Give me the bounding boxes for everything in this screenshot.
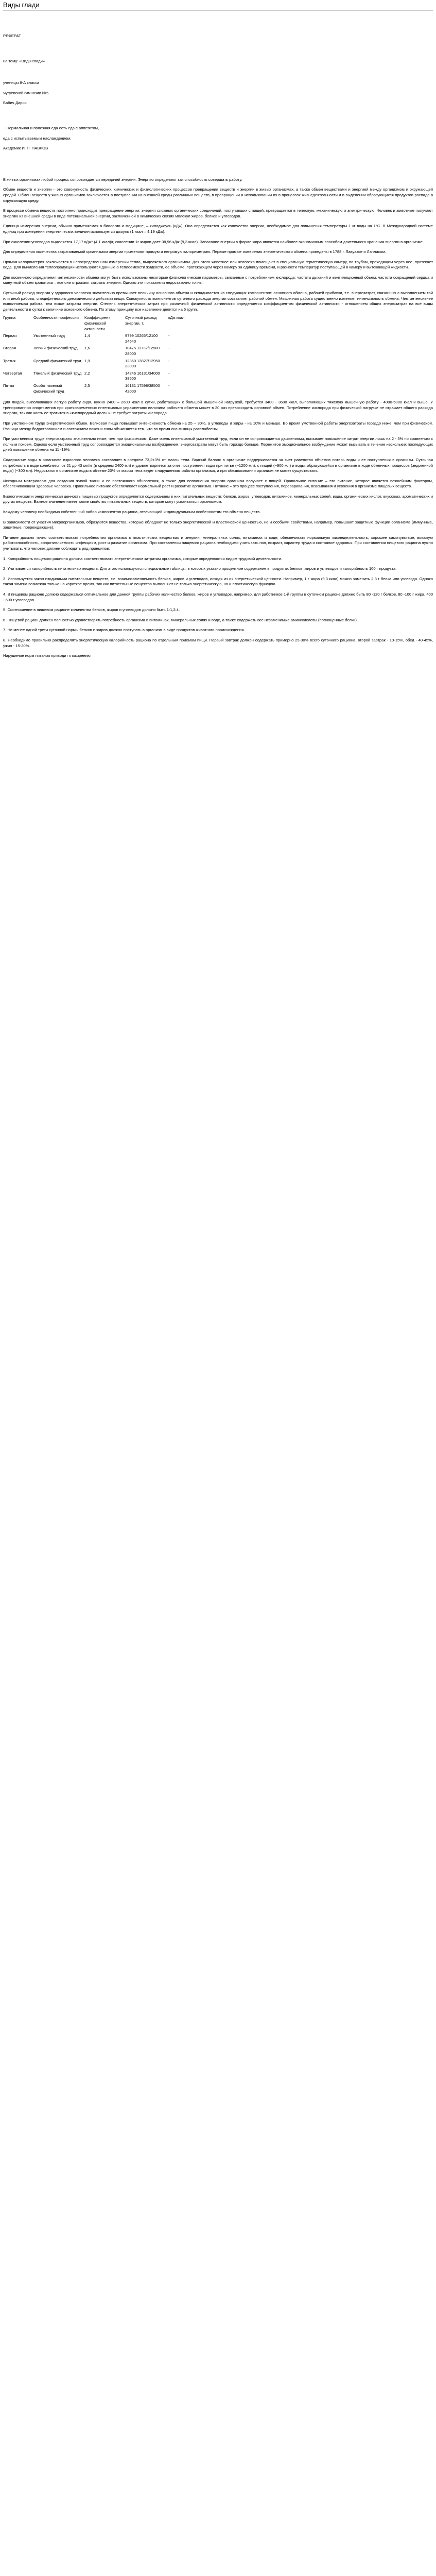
- table-row: [3, 383, 196, 396]
- table-cell: 1,4: [84, 333, 90, 338]
- body-text-a: [3, 177, 433, 313]
- table-cell: 2,2: [84, 370, 90, 376]
- paragraph: Для косвенного определения интенсивности обмена могут быть использованы некоторые физиологические параметры, связанные с потреблением кислорода: частота дыханий и вентиляционный объем, частота сокращений сердца и минутный объем кровотока – все они отражают затраты энергии. Однако эти показатели недостаточно точны.: [3, 275, 433, 285]
- author-block: [3, 80, 433, 106]
- list-item: 4. В пищевом рационе должно содержаться оптимальное для данной группы рабочих количество белков, жиров и углеводов, например, для работников 1-й группы в суточном рационе должно быть 80 -120 г белков, 80 -100 г жира, 400 - 600 г углеводов.: [3, 592, 433, 602]
- table-cell: 9799 10265/12100 24540: [125, 333, 158, 344]
- table-cell: Особо тяжелый физический труд: [33, 383, 64, 394]
- table-row: [3, 333, 196, 346]
- table-cell: Вторая: [3, 346, 16, 351]
- list-item: 6. Пищевой рацион должен полностью удовлетворять потребность организма в витаминах, минеральных солях и воде, а также содержать все незаменимые аминокислоты (полноценные белки).: [3, 617, 358, 622]
- table-header-cell: Суточный расход энергии, т.: [125, 315, 157, 326]
- table-row: [3, 346, 196, 358]
- table-header-cell: Особенности профессии: [33, 315, 79, 320]
- list-item: 5. Соотношение в пищевом рационе количества белков, жиров и углеводов должно быть 1:1,2:4.: [3, 607, 180, 613]
- paragraph: Обмен веществ и энергии – это совокупность физических, химических и физиологических процессов превращения веществ и энергии в живых организмах, а также обмен веществами и энергией между организмом и окружающей средой. Обмен веществ у живых организмов заключается в поступлении из внешней среды различных веществ, в превращении и использовании их в процессах жизнедеятельности и в выделении образующихся продуктов распада в окружающую среду.: [3, 187, 433, 203]
- table-cell: Пятая: [3, 383, 14, 388]
- paragraph: Питание должно точно соответствовать потребностям организма в пластических веществах и энергии, минеральных солях, витаминах и воде, обеспечивать нормальную жизнедеятельность, хорошее самочувствие, высокую работоспособность, сопротивляемость инфекциям, рост и развитие организма. При составлении пищевого рациона необходимо учитывать пол, возраст, характер труда и состояние здоровья. При составлении пищевого рациона нужно учитывать, что человек должен соблюдать ряд принципов:: [3, 535, 433, 551]
- principles-list: [3, 556, 433, 649]
- paragraph: Для людей, выполняющих легкую работу сидя, нужно 2400 – 2600 ккал в сутки, работающих с большой мышечной нагрузкой, требуется 3400 - 3600 ккал, выполняющих тяжелую мышечную работу - 4000-5000 ккал и выше. У тренированных спортсменов при кратковременных интенсивных упражнениях величина рабочего обмена может в 20 раз превосходить основной обмен. Потребление кислорода при физической нагрузке не отражает общего расхода энергии, так как часть ее тратится в «кислородный долг» и не требует затраты кислорода.: [3, 400, 433, 416]
- table-cell: 12360 13827/12950 33000: [125, 358, 160, 369]
- body-text-b: [3, 400, 433, 551]
- table-cell: 2,5: [84, 383, 90, 388]
- doc-label: РЕФЕРАТ: [3, 33, 21, 38]
- table-cell: -: [168, 333, 170, 338]
- table-cell: 1,6: [84, 346, 90, 351]
- table-cell: 1,9: [84, 358, 90, 363]
- paragraph: При умственном труде энергетический обмен. Белковая пища повышает интенсивность обмена на 25 – 30%, а углеводы и жиры - на 10% и меньше. Во время умственной работы энергозатраты гораздо ниже, чем при физической. Разница между бодрствованием и состоянием покоя и сном объясняется тем, что во время сна мышцы расслаблены.: [3, 420, 433, 431]
- table-cell: Тяжелый физический труд: [33, 370, 82, 376]
- table-cell: Легкий физический труд: [33, 346, 78, 351]
- table-cell: Средний физический труд: [33, 358, 81, 363]
- table-cell: -: [168, 383, 170, 388]
- paragraph: При окислении углеводов выделяется 17,17 кДж* (4,1 ккал)/г, окислении 1г жиров дает 38,96 кДж (9,3 ккал). Запасание энергии в форме жира является наиболее экономичным способом длительного хранения энергии в организме.: [3, 239, 424, 244]
- document-page: [0, 0, 436, 669]
- page-title: Виды глади: [3, 1, 40, 9]
- epigraph: [3, 126, 433, 151]
- paragraph: В зависимости от участия микроорганизмов, образуются вещества, которые обладают не только энергетической и пластической ценностью, но и особыми свойствами, например, повышают защитные функции организма (иммунные, защитные, повреждающие).: [3, 519, 433, 530]
- table-cell: Первая: [3, 333, 17, 338]
- list-item: 7. Не менее одной трети суточной нормы белков и жиров должно поступать в организм в виде продуктов животного происхождения.: [3, 628, 245, 633]
- epigraph-line: ...Нормальная и полезная еда есть еда с аппетитом,: [3, 125, 99, 130]
- table-cell: Умственный труд: [33, 333, 65, 338]
- table-cell: -: [168, 346, 170, 351]
- table-cell: Третья: [3, 358, 15, 363]
- paragraph: Единица измерения энергии, обычно применяемая в биологии и медицине, – килоджоуль (кДж). Она определяется как количество энергии, необходимое для повышения температуры 1 кг воды на 1°С. В Международной системе единиц при измерении энергетических величин используется джоуль (1 ккал = 4,19 кДж).: [3, 224, 433, 234]
- table-header-cell: кДж ккал: [168, 315, 185, 320]
- table-header-cell: Группа: [3, 315, 16, 320]
- list-item: 2. Учитывается калорийность питательных веществ. Для этого используются специальные таблицы, в которых указано процентное содержание в продуктах белков, жиров и углеводов и калорийность 100 г продукта.: [3, 566, 397, 571]
- table-cell: Четвертая: [3, 370, 22, 376]
- table-row: [3, 371, 196, 383]
- doc-topic: на тему: «Виды глади»: [3, 58, 45, 63]
- paragraph: В процессе обмена веществ постоянно происходит превращение энергии: энергия сложных органических соединений, поступивших с пищей, превращается в тепловую, механическую и электрическую. Человек и животные получают энергию из внешней среды в виде потенциальной энергии, заключенной в химических связях молекул жиров, белков и углеводов.: [3, 208, 433, 218]
- paragraph: При умственном труде энергозатраты значительно ниже, чем при физическом. Даже очень интенсивный умственный труд, если он не сопровождается движениями, вызывает повышение затрат энергии лишь на 2 - 3% по сравнению с полным покоем. Однако если умственный труд сопровождается эмоциональным возбуждением, энергозатраты могут быть гораздо больше. Пережитое эмоциональное возбуждение может вызывать в течение нескольких последующих дней повышение обмена на 11 -19%.: [3, 436, 433, 452]
- paragraph: Содержание воды в организме взрослого человека составляет в среднем 73,2±3% от массы тела. Водный баланс в организме поддерживается за счет равенства объемов потерь воды и ее поступления в организм. Суточная потребность в воде колеблется от 21 до 43 мл/кг (в среднем 2400 мл) и удовлетворяется за счет поступления воды при питье (~1200 мл), с пищей (~900 мл) и воды, образующейся в организме в ходе обменных процессов (эндогенной воды) (~300 мл). Недостаток в организме воды в объеме 20% от массы тела ведет к нарушениям работы организма, а при обезвоживании организм не может существовать.: [3, 457, 433, 473]
- table-header-row: [3, 315, 196, 333]
- closing-line: Нарушение норм питания приводит к ожирению.: [3, 653, 92, 658]
- author-line: Бабич Дарьи: [3, 100, 27, 106]
- list-item: 8. Необходимо правильно распределять энергетическую калорийность рациона по отдельным приемам пищи. Первый завтрак должен содержать примерно 25-30% всего суточного рациона, второй завтрак - 10-15%, обед - 40-45%, ужин - 15-20%.: [3, 637, 433, 648]
- paragraph: Для определения количества затрачиваемой организмом энергии применяют прямую и непрямую калориметрию. Первые прямые измерения энергетического обмена проведены в 1788 г. Лавуазье и Лапласом.: [3, 249, 386, 255]
- title-divider: [3, 10, 433, 11]
- table-header-cell: Коэффициент физической активности: [84, 315, 110, 331]
- paragraph: Биологическая и энергетическая ценность пищевых продуктов определяется содержанием в них питательных веществ: белков, жиров, углеводов, витаминов, минеральных солей, воды, органических кислот, вкусовых, ароматических и других веществ. Важное значение имеет также свойство питательных веществ, которые могут усваиваться организмом.: [3, 494, 433, 504]
- list-item: 1. Калорийность пищевого рациона должна соответствовать энергетическим затратам организма, которые определяются видом трудовой деятельности.: [3, 556, 282, 561]
- table-cell: 14246 16131/34000 38500: [125, 370, 160, 381]
- activity-groups-table: [3, 315, 196, 396]
- table-cell: -: [168, 358, 170, 363]
- table-cell: 10475 11732/12500 28000: [125, 346, 160, 356]
- paragraph: Прямая калориметрия заключается в непосредственном измерении тепла, выделяемого организмом. Для этого животное или человека помещают в специальную герметическую камеру, по трубам, проходящим через нее, протекает вода. Для вычисления теплопродукции используются данные о теплоемкости жидкости, ее объеме, протекающем через камеру за единицу времени, и разности температур поступающей в камеру и вытекающей жидкости.: [3, 259, 433, 270]
- author-line: ученицы 8-А класса: [3, 80, 40, 86]
- epigraph-line: еда с испытываемым наслаждением.: [3, 135, 72, 141]
- author-line: Чугуевской гимназии №5: [3, 90, 49, 95]
- paragraph: Суточный расход энергии у здорового человека значительно превышает величину основного обмена и складывается из следующих компонентов: основного обмена, рабочей прибавки, т.е. энергозатрат, связанных с выполнением той или иной работы, специфического динамического действия пищи. Совокупность компонентов суточного расхода энергии составляет рабочий обмен. Мышечная работа существенно изменяет интенсивность обмена. Чем интенсивнее выполняемая работа, тем выше затраты энергии. Степень энергетических затрат при различной физической активности определяется коэффициентом физической активности - отношением общих энергозатрат на все виды деятельности в сутки к величине основного обмена. По этому принципу все население делится на 5 групп.: [3, 291, 433, 312]
- paragraph: Исходным материалом для создания живой ткани и ее постоянного обновления, а также для пополнения энергии организм получает с пищей. Правильное питание – это питание, которое является важнейшим фактором, обеспечивающим здоровье человека. Правильное питание обеспечивает нормальный рост и развитие организма. Питание – это процесс поступления, переваривания, всасывания и усвоения в организме пищевых веществ.: [3, 478, 433, 489]
- table-cell: -: [168, 370, 170, 376]
- table-row: [3, 359, 196, 371]
- paragraph: В живых организмах любой процесс сопровождается передачей энергии. Энергию определяют как способность совершать работу.: [3, 177, 242, 182]
- epigraph-author: Академик И. П. ПАВЛОВ: [3, 146, 48, 151]
- table-cell: 16131 17598/38500 42000: [125, 383, 160, 394]
- list-item: 3. Используется закон изодинамии питательных веществ, т.е. взаимозаменяемость белков, жиров и углеводов, исходя из их энергетической ценности. Например, 1 г жира (9,3 ккал) можно заменить 2,3 г белка или углевода. Однако такая замена возможна только на короткое время, так как питательные вещества выполняют не только энергетическую, но и пластическую функцию.: [3, 576, 433, 587]
- paragraph: Каждому человеку необходимо собственный набор компонентов рациона, отвечающий индивидуальным особенностям его обмена веществ.: [3, 510, 261, 515]
